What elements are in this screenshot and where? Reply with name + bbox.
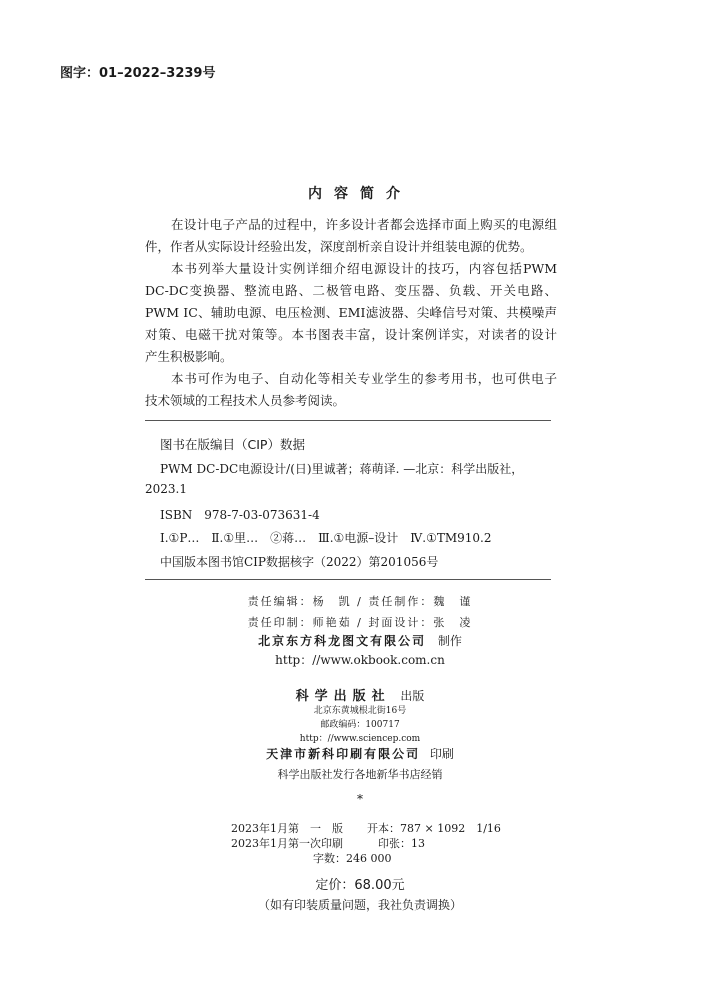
printer-role: 印刷 bbox=[429, 747, 454, 761]
cip-record-number: 中国版本图书馆CIP数据核字（2022）第201056号 bbox=[160, 555, 439, 569]
producer-role: 制作 bbox=[437, 634, 462, 648]
publisher-line bbox=[0, 685, 720, 704]
brief-p2-line: PWM IC、辅助电源、电压检测、EMI滤波器、尖峰信号对策、共模噪声 bbox=[145, 305, 557, 320]
brief-p2-line: 对策、电磁干扰对策等。本书图表丰富，设计案例详实，对读者的设计 bbox=[145, 327, 557, 342]
printer-name: 天津市新科印刷有限公司 bbox=[266, 747, 421, 761]
divider-bottom bbox=[145, 579, 551, 580]
brief-title: 内容简介 bbox=[308, 186, 412, 202]
producer-url: http：//www.okbook.com.cn bbox=[275, 653, 445, 667]
brief-paragraph-1 bbox=[145, 214, 557, 258]
printing-credits: 责任印制：师艳茹 / 封面设计：张 凌 bbox=[247, 616, 473, 629]
quality-notice: （如有印装质量问题，我社负责调换） bbox=[257, 898, 462, 912]
brief-paragraph-2 bbox=[145, 258, 557, 368]
cip-bibliographic-line: PWM DC-DC电源设计/(日)里诚著；蒋萌译. —北京：科学出版社， bbox=[160, 462, 524, 476]
divider-top bbox=[145, 420, 551, 421]
distribution-line: 科学出版社发行各地新华书店经销 bbox=[277, 768, 443, 781]
brief-p2-line: 本书列举大量设计实例详细介绍电源设计的技巧，内容包括PWM bbox=[171, 261, 557, 276]
publisher-postcode: 邮政编码：100717 bbox=[320, 720, 400, 730]
printer-line bbox=[0, 745, 720, 762]
publisher-address: 北京东黄城根北街16号 bbox=[313, 706, 407, 716]
brief-p2-line: DC-DC变换器、整流电路、二极管电路、变压器、负载、开关电路、 bbox=[145, 283, 557, 298]
printing-line: 2023年1月第一次印刷 bbox=[231, 837, 343, 850]
publisher-name: 科学出版社 bbox=[295, 689, 391, 704]
separator-star: * bbox=[357, 792, 363, 806]
cip-year-line: 2023.1 bbox=[145, 482, 187, 496]
cip-classification: Ⅰ.①P… Ⅱ.①里… ②蒋… Ⅲ.①电源–设计 Ⅳ.①TM910.2 bbox=[160, 531, 492, 545]
cip-isbn: ISBN 978-7-03-073631-4 bbox=[160, 508, 320, 522]
printed-sheets: 印张：13 bbox=[378, 837, 425, 850]
producer-name: 北京东方科龙图文有限公司 bbox=[258, 634, 427, 648]
brief-p3-line: 本书可作为电子、自动化等相关专业学生的参考用书，也可供电子 bbox=[171, 371, 557, 386]
publisher-url: http：//www.sciencep.com bbox=[299, 734, 421, 744]
word-count: 字数：246 000 bbox=[313, 852, 392, 865]
publisher-role: 出版 bbox=[400, 689, 425, 703]
editor-credits: 责任编辑：杨 凯 / 责任制作：魏 谨 bbox=[247, 595, 473, 608]
price: 定价：68.00元 bbox=[315, 878, 405, 893]
cip-heading: 图书在版编目（CIP）数据 bbox=[160, 437, 305, 452]
producer-line bbox=[0, 632, 720, 649]
brief-p1-line: 在设计电子产品的过程中，许多设计者都会选择市面上购买的电源组 bbox=[171, 217, 557, 232]
brief-paragraph-3 bbox=[145, 368, 557, 412]
edition-line: 2023年1月第 一 版 bbox=[231, 822, 343, 835]
brief-p1-line: 件，作者从实际设计经验出发，深度剖析亲自设计并组装电源的优势。 bbox=[145, 239, 533, 254]
brief-p3-line: 技术领域的工程技术人员参考阅读。 bbox=[145, 393, 346, 408]
book-format: 开本：787 × 1092 1/16 bbox=[367, 822, 501, 835]
registration-number: 图字：01–2022–3239号 bbox=[60, 66, 216, 81]
brief-p2-line: 产生积极影响。 bbox=[145, 349, 233, 364]
